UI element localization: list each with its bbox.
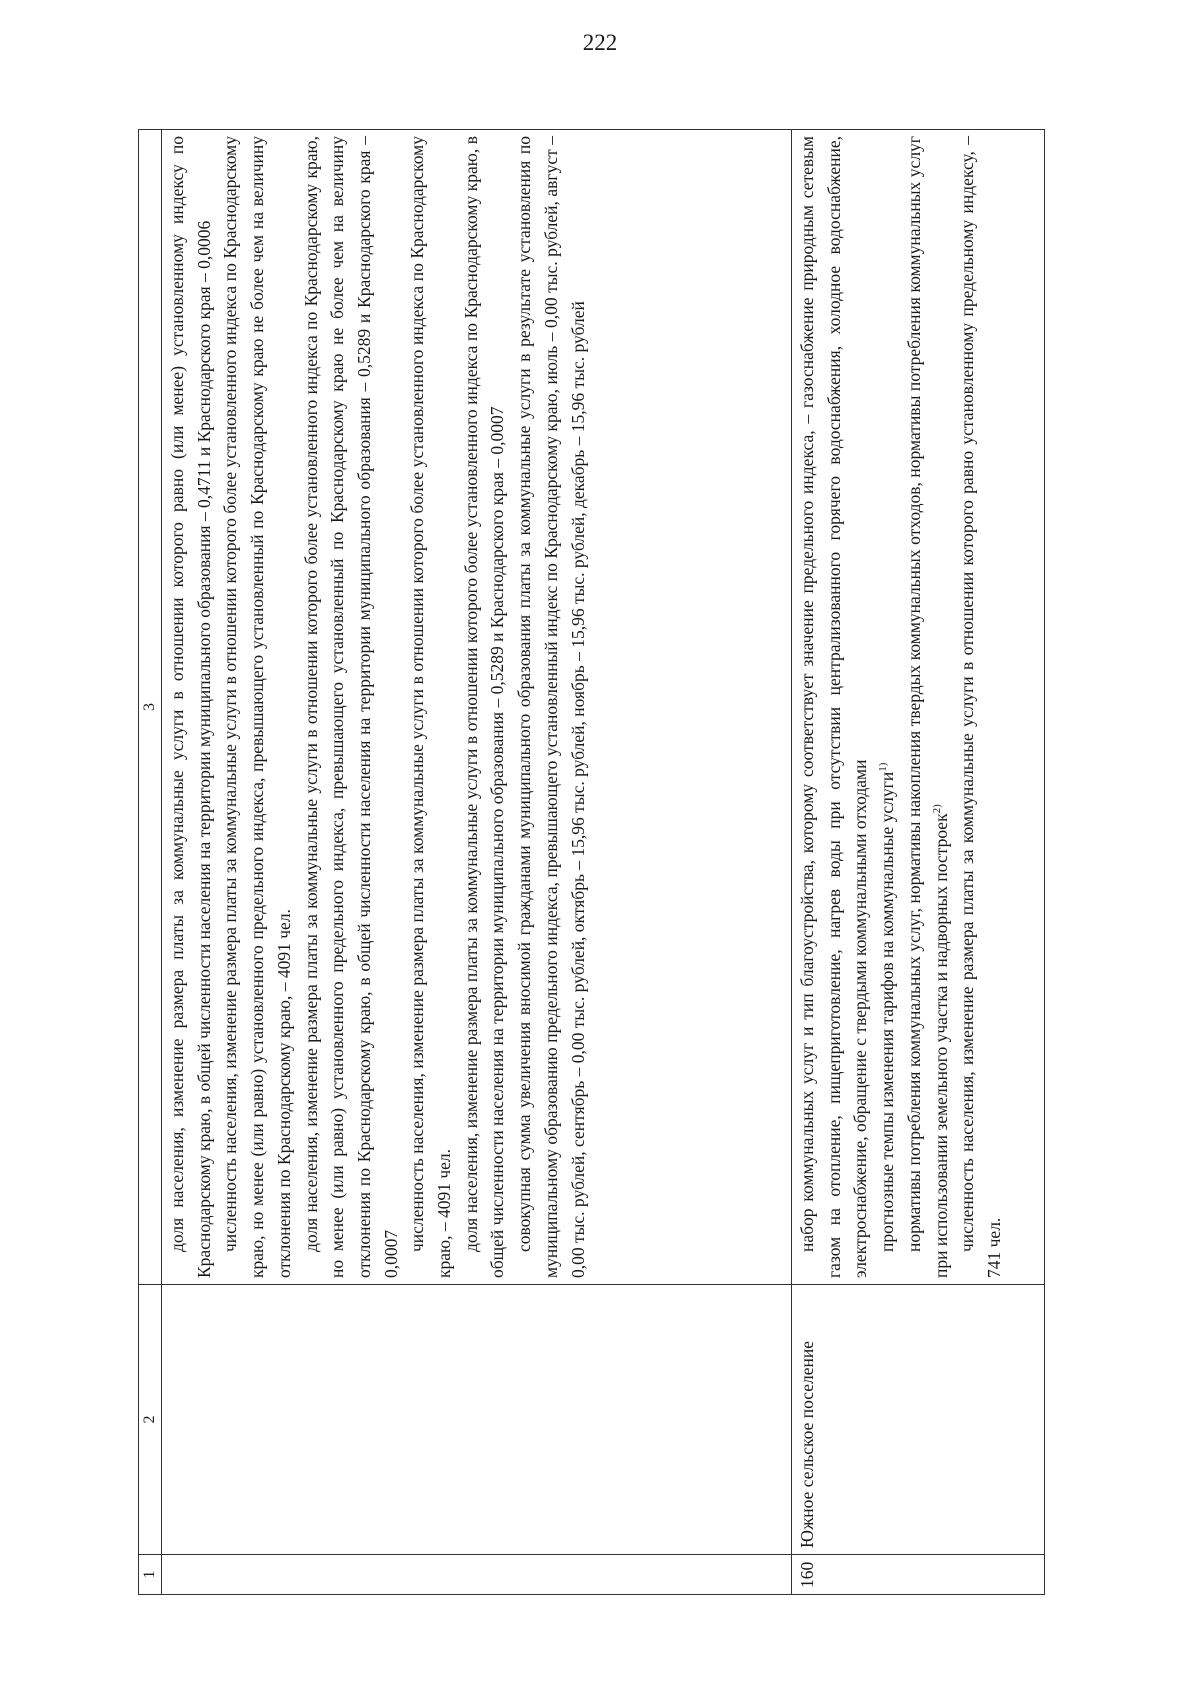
footnote-marker: 1) — [877, 762, 890, 772]
paragraph-text: нормативы потребления коммунальных услуг, нормативы накопления твердых коммунальных отходов, нормативы потребления коммунальных услуг при использовании земельного участка и надворных построек — [903, 136, 951, 1278]
indicator-paragraph: доля населения, изменение размера платы за коммунальные услуги в отношении которого более установленного индекса по Краснодарскому краю, но менее (или равно) установленного предельного индекса, превышающего установленный по Краснодарскому краю не более чем на величину отклонения по Краснодарскому краю, в общей численности населения на территории муниципального образования – 0,5289 и Краснодарского края – 0,0007 — [300, 136, 401, 1278]
header-col-3: 3 — [139, 130, 162, 1285]
table-header-row — [139, 130, 162, 1595]
indicator-paragraph — [874, 136, 901, 1278]
municipality-name-cell: Южное сельское поселение — [792, 1285, 1045, 1555]
header-col-1: 1 — [139, 1555, 162, 1595]
header-col-2: 2 — [139, 1285, 162, 1555]
page-number: 222 — [582, 30, 618, 55]
indicator-paragraph: совокупная сумма увеличения вносимой гражданами муниципального образования платы за коммунальные услуги в результате установления по муниципальному образованию предельного индекса, превышающего установленный индекс по Краснодарскому краю, июль – 0,00 тыс. рублей, август – 0,00 тыс. рублей, сентябрь – 0,00 тыс. рублей, октябрь – 15,96 тыс. рублей, ноябрь – 15,96 тыс. рублей, декабрь – 15,96 тыс. рублей — [514, 136, 588, 1278]
row-number-cell — [162, 1555, 792, 1595]
row-number-cell: 160 — [792, 1555, 1045, 1595]
indicator-paragraph: численность населения, изменение размера платы за коммунальные услуги в отношении которого равно установленному предельному индексу, – 741 чел. — [957, 136, 1004, 1278]
municipality-name-cell — [162, 1285, 792, 1555]
footnote-marker: 2) — [930, 804, 943, 814]
indicator-paragraph — [901, 136, 954, 1278]
data-table — [138, 129, 1045, 1595]
indicators-cell — [162, 130, 792, 1285]
indicator-paragraph: численность населения, изменение размера платы за коммунальные услуги в отношении которого более установленного индекса по Краснодарскому краю, но менее (или равно) установленного предельного индекса, превышающего установленный по Краснодарскому краю не более чем на величину отклонения по Краснодарскому краю, – 4091 чел. — [220, 136, 294, 1278]
rotated-table-sheet — [138, 130, 1058, 1595]
table-row — [162, 130, 792, 1595]
indicator-paragraph: набор коммунальных услуг и тип благоустройства, которому соответствует значение предельного индекса, – газоснабжение природным сетевым газом на отопление, пищеприготовление, нагрев воды при отсутствии централизованного горячего водоснабжения, холодное водоснабжение, электроснабжение, обращение с твердыми коммунальными отходами — [797, 136, 871, 1278]
indicator-paragraph: доля населения, изменение размера платы за коммунальные услуги в отношении которого более установленного индекса по Краснодарскому краю, в общей численности населения на территории муниципального образования – 0,5289 и Краснодарского края – 0,0007 — [460, 136, 508, 1278]
indicators-cell — [792, 130, 1045, 1285]
table-row — [792, 130, 1045, 1595]
indicator-paragraph: доля населения, изменение размера платы за коммунальные услуги в отношении которого равно (или менее) установленному индексу по Краснодарскому краю, в общей численности населения на территории муниципального образования – 0,4711 и Краснодарского края – 0,0006 — [167, 136, 214, 1278]
indicator-paragraph: численность населения, изменение размера платы за коммунальные услуги в отношении которого более установленного индекса по Краснодарскому краю, – 4091 чел. — [407, 136, 455, 1278]
paragraph-text: прогнозные темпы изменения тарифов на коммунальные услуги — [877, 771, 898, 1252]
